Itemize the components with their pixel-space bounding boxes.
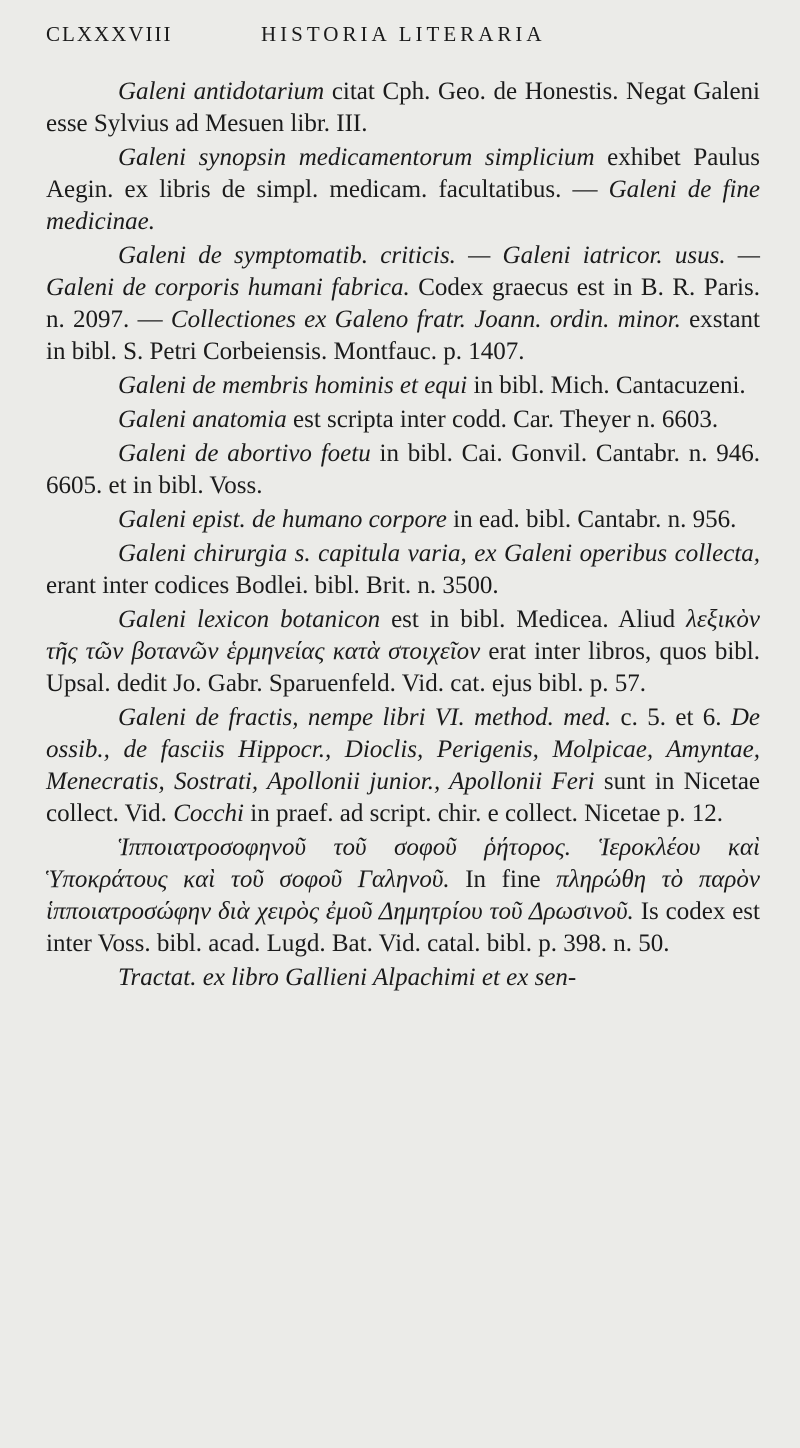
italic-title: Galeni synopsin medicamentorum simplicium <box>118 144 595 171</box>
entry-text: in praef. ad script. chir. e collect. Nicetae p. 12. <box>244 800 723 827</box>
catalog-entry <box>46 438 760 502</box>
italic-title: Galeni de fractis, nempe libri VI. method. med. <box>118 704 612 731</box>
italic-title: λεξικὸν τῆς τῶν βοτανῶν ἑρμηνείας κατὰ στοιχεῖον <box>46 606 761 665</box>
italic-title: Galeni epist. de humano corpore <box>118 506 447 533</box>
italic-title: Galeni antidotarium <box>118 78 325 105</box>
italic-title: Collectiones ex Galeno fratr. Joann. ordin. minor. <box>170 306 681 333</box>
entry-text: erant inter codices Bodlei. bibl. Brit. n. 3500. <box>46 572 499 599</box>
catalog-entry <box>46 76 760 140</box>
catalog-entry <box>46 404 760 436</box>
italic-title: Galeni lexicon botanicon <box>118 606 381 633</box>
italic-title: De ossib., de fasciis Hippocr., Dioclis, Perigenis, Molpicae, Amyntae, Menecratis, Sostrati, Apollonii junior., Apollonii Feri <box>46 704 761 795</box>
entry-text: in bibl. Mich. Cantacuzeni. <box>467 372 746 399</box>
italic-title: Ἱπποιατροσοφηνοῦ τοῦ σοφοῦ ῥήτορος. Ἱεροκλέου καὶ Ὑποκράτους καὶ τοῦ σοφοῦ Γαληνοῦ. <box>46 834 760 893</box>
entry-text: exhibet Paulus Aegin. ex libris de simpl. medicam. facultatibus. — <box>46 144 760 203</box>
running-title: HISTORIA LITERARIA <box>261 22 546 46</box>
italic-title: Tractat. ex libro Gallieni Alpachimi et ex sen- <box>118 964 577 991</box>
catalog-entry <box>46 370 760 402</box>
italic-title: Galeni de fine medicinae. <box>46 176 760 235</box>
catalog-entry <box>46 504 760 536</box>
entry-text: Is codex est inter Voss. bibl. acad. Lugd. Bat. Vid. catal. bibl. p. 398. n. 50. <box>46 898 760 957</box>
page-header <box>46 22 760 62</box>
entry-text: c. 5. et 6. <box>611 704 731 731</box>
italic-title: Cocchi <box>173 800 245 827</box>
entry-text: exstant in bibl. S. Petri Corbeiensis. Montfauc. p. 1407. <box>46 306 760 365</box>
italic-title: Galeni de abortivo foetu <box>118 440 371 467</box>
entry-text: in ead. bibl. Cantabr. n. 956. <box>446 506 737 533</box>
folio-number: CLXXXVIII <box>46 22 173 46</box>
italic-title: Galeni chirurgia s. capitula varia, ex Galeni operibus collecta, <box>118 540 760 567</box>
catalog-entry <box>46 538 760 602</box>
catalog-entry <box>46 240 760 368</box>
entry-text: in bibl. Cai. Gonvil. Cantabr. n. 946. 6605. et in bibl. Voss. <box>46 440 761 499</box>
catalog-entry <box>46 962 760 994</box>
entry-text: citat Cph. Geo. de Honestis. Negat Galeni esse Sylvius ad Mesuen libr. III. <box>46 78 760 137</box>
entry-text: erat inter libros, quos bibl. Upsal. dedit Jo. Gabr. Sparuenfeld. Vid. cat. ejus bibl. p. 57. <box>46 638 761 697</box>
entry-text: est in bibl. Medicea. Aliud <box>380 606 687 633</box>
page-body <box>46 76 760 994</box>
entry-text: In fine <box>449 866 557 893</box>
italic-title: Galeni anatomia <box>118 406 287 433</box>
entry-text: Codex graecus est in B. R. Paris. n. 2097. — <box>46 274 760 333</box>
italic-title: πληρώθη τὸ παρὸν ἱπποιατροσώφην διὰ χειρὸς ἐμοῦ Δημητρίου τοῦ Δρωσινοῦ. <box>46 866 760 925</box>
entry-text: est scripta inter codd. Car. Theyer n. 6603. <box>286 406 719 433</box>
catalog-entry <box>46 604 760 700</box>
italic-title: Galeni de membris hominis et equi <box>118 372 468 399</box>
italic-title: Galeni de symptomatib. criticis. — Galeni iatricor. usus. — Galeni de corporis humani fabrica. <box>46 242 760 301</box>
catalog-entry <box>46 142 760 238</box>
catalog-entry <box>46 702 760 830</box>
entry-text: sunt in Nicetae collect. Vid. <box>46 768 761 827</box>
catalog-entry <box>46 832 760 960</box>
